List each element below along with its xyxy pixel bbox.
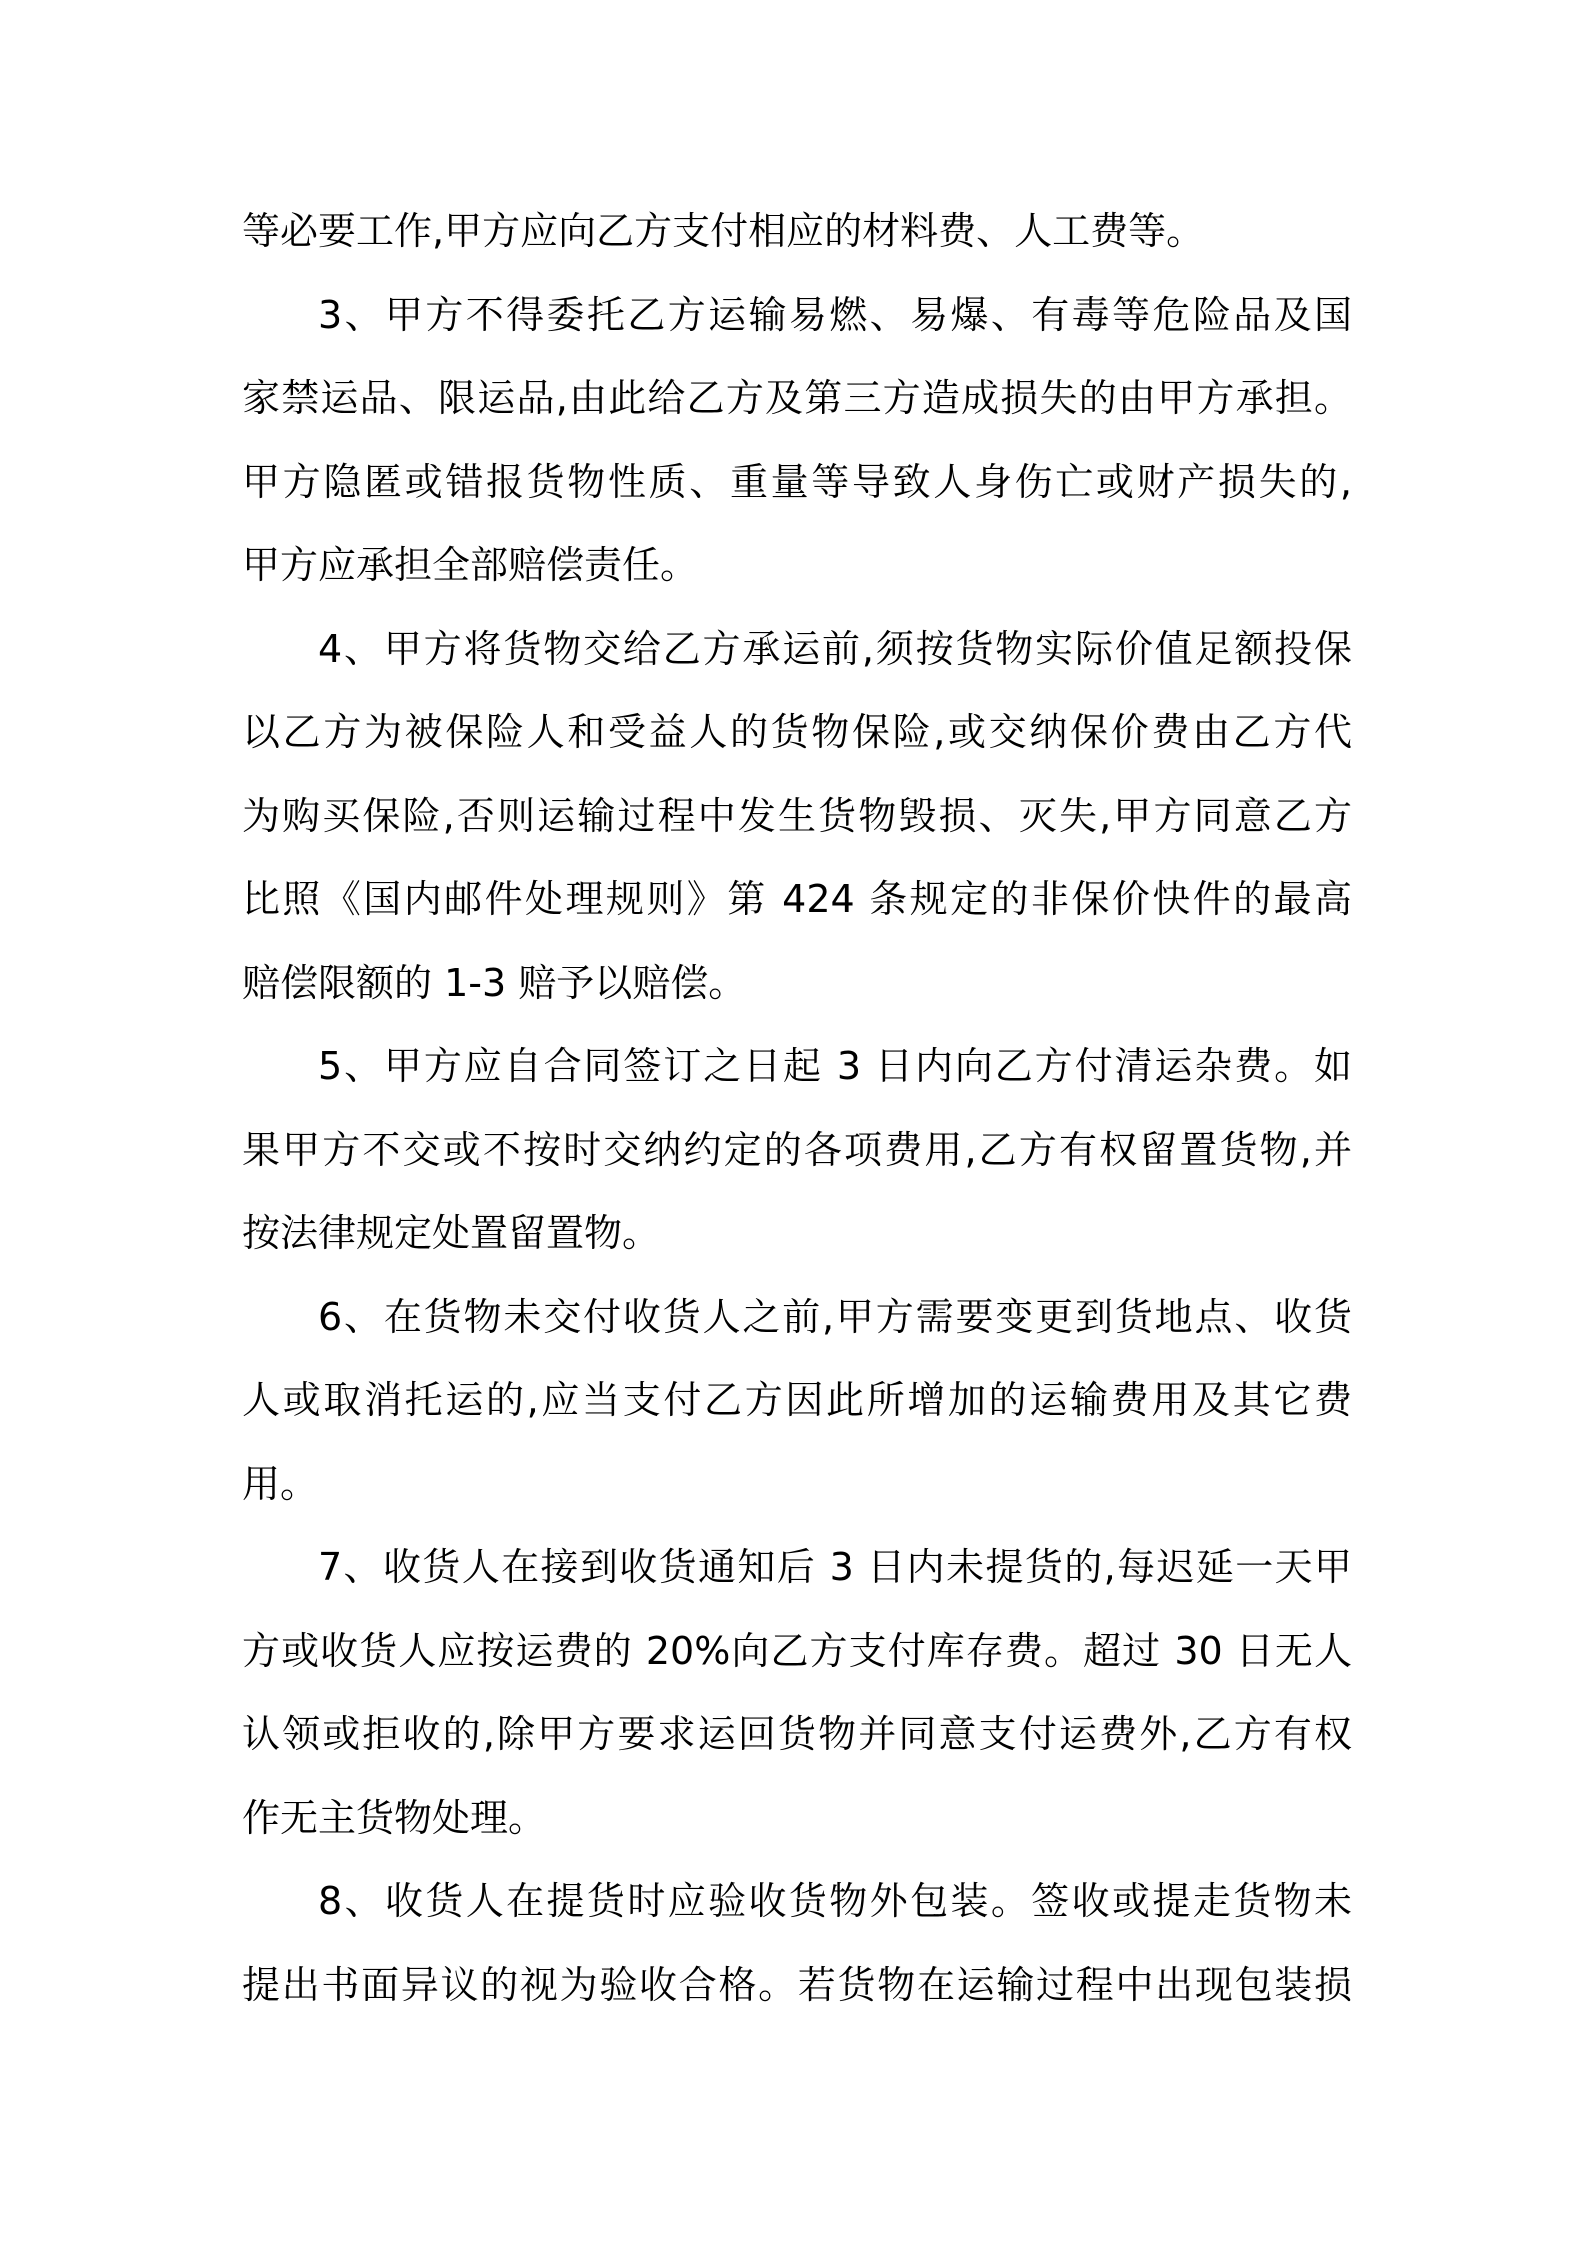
text-line: 提出书面异议的视为验收合格。若货物在运输过程中出现包装损 (242, 1962, 1352, 2007)
text-line: 比照《国内邮件处理规则》第 424 条规定的非保价快件的最高 (242, 877, 1352, 921)
text-line: 以乙方为被保险人和受益人的货物保险,或交纳保价费由乙方代 (242, 710, 1352, 754)
text-line: 人或取消托运的,应当支付乙方因此所增加的运输费用及其它费 (242, 1378, 1352, 1422)
text-line: 7、收货人在接到收货通知后 3 日内未提货的,每迟延一天甲 (318, 1545, 1352, 1589)
text-line: 作无主货物处理。 (242, 1795, 547, 1840)
text-line: 用。 (242, 1461, 319, 1506)
text-line: 按法律规定处置留置物。 (242, 1211, 661, 1255)
text-line: 赔偿限额的 1-3 赔予以赔偿。 (242, 960, 747, 1005)
text-line: 5、甲方应自合同签订之日起 3 日内向乙方付清运杂费。如 (318, 1044, 1352, 1088)
text-line: 4、甲方将货物交给乙方承运前,须按货物实际价值足额投保 (318, 626, 1352, 671)
text-line: 3、甲方不得委托乙方运输易燃、易爆、有毒等危险品及国 (318, 292, 1352, 337)
text-line: 果甲方不交或不按时交纳约定的各项费用,乙方有权留置货物,并 (242, 1127, 1352, 1172)
text-line: 家禁运品、限运品,由此给乙方及第三方造成损失的由甲方承担。 (242, 376, 1352, 420)
text-line: 为购买保险,否则运输过程中发生货物毁损、灭失,甲方同意乙方 (242, 793, 1352, 838)
text-line: 认领或拒收的,除甲方要求运回货物并同意支付运费外,乙方有权 (242, 1712, 1352, 1756)
text-line: 8、收货人在提货时应验收货物外包装。签收或提走货物未 (318, 1879, 1352, 1923)
text-line: 方或收货人应按运费的 20%向乙方支付库存费。超过 30 日无人 (242, 1628, 1352, 1673)
text-line: 甲方应承担全部赔偿责任。 (242, 543, 699, 587)
text-line: 甲方隐匿或错报货物性质、重量等导致人身伤亡或财产损失的, (242, 459, 1352, 504)
text-line: 等必要工作,甲方应向乙方支付相应的材料费、人工费等。 (242, 209, 1205, 253)
text-line: 6、在货物未交付收货人之前,甲方需要变更到货地点、收货 (318, 1294, 1352, 1339)
document-page (242, 190, 1352, 2027)
